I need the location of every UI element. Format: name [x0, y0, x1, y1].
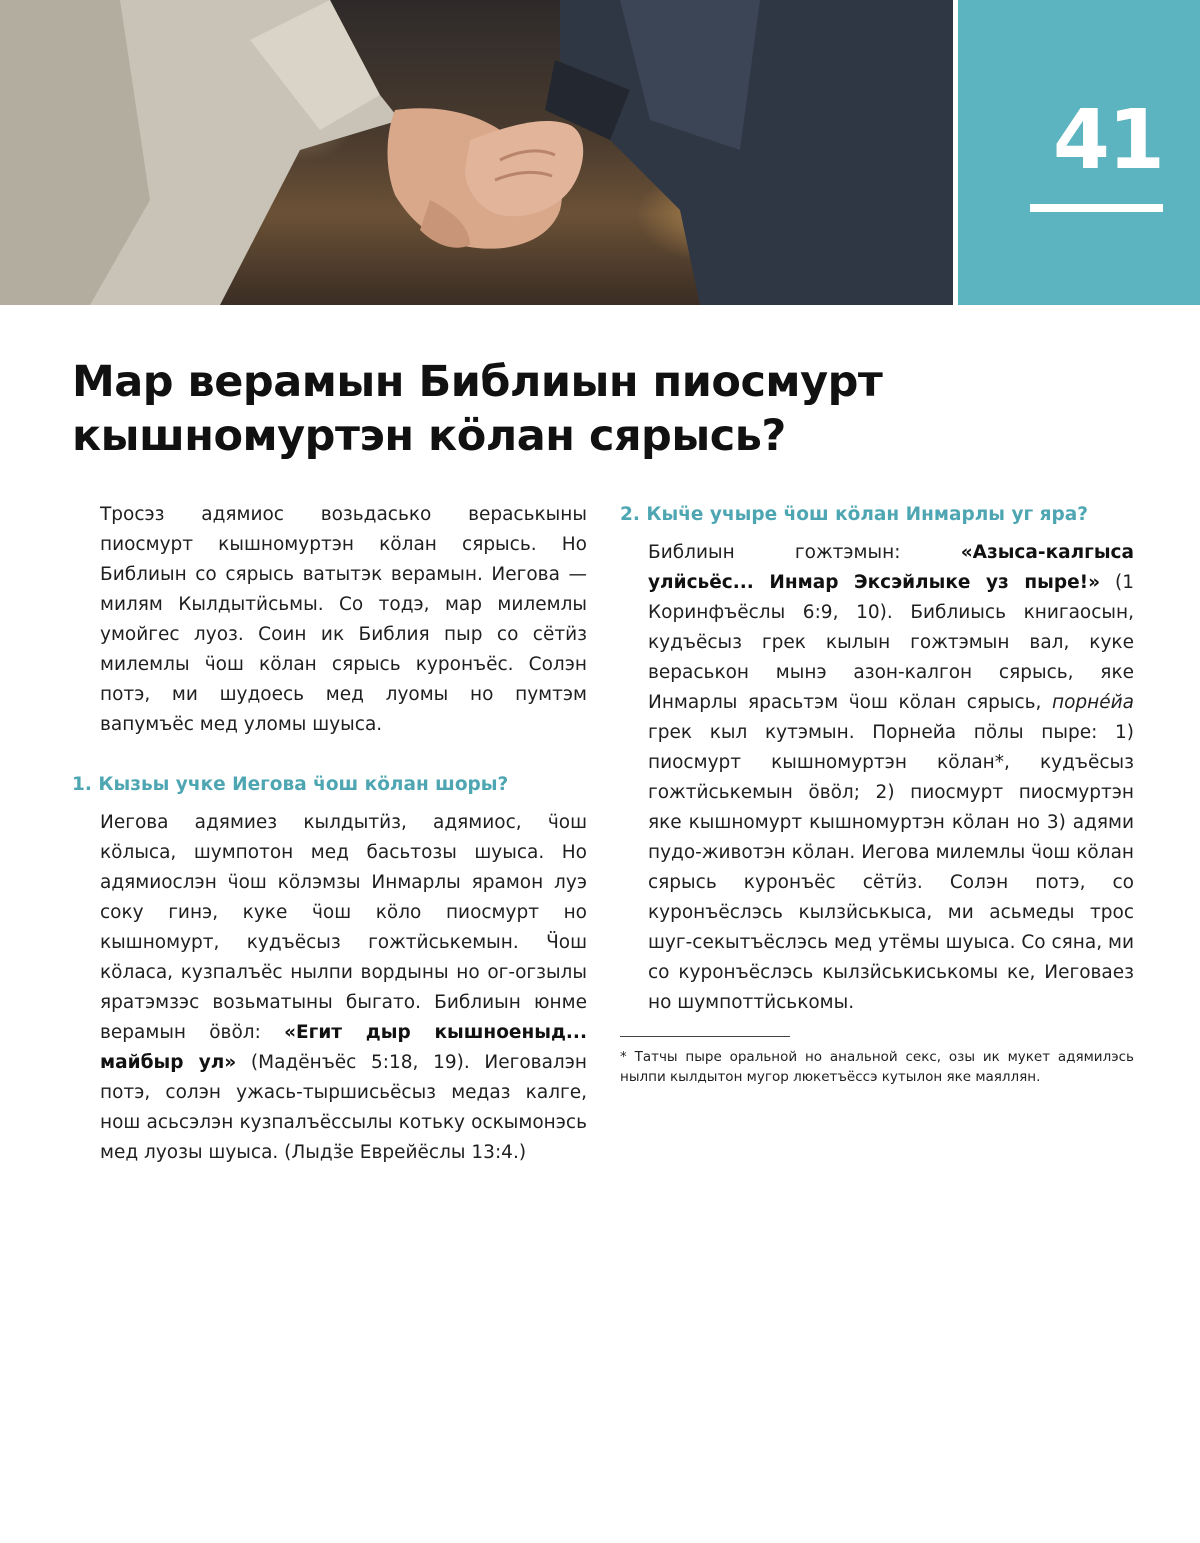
- section2-scripture-quote: «Азыса-калгыса улӥсьёс... Инмар Эксэйлыке уз пыре!»: [648, 542, 1134, 593]
- header-photo: [0, 0, 953, 305]
- section2-paragraph: [620, 538, 1134, 1018]
- footnote-divider: [620, 1036, 790, 1037]
- section1-text-a: Иегова адямиез кылдытӥз, адямиос, ӵош кӧлыса, шумпотон мед басьтозы шуыса. Но адямиослэн ӵош кӧлэмзы Инмарлы ярамон луэ соку гинэ, куке ӵош кӧло пиосмурт но кышномурт, кудъёсыз гожтӥськемын. Ӵош кӧласа, кузпалъёс нылпи вордыны но ог-огзылы яратэмзэс возьматыны быгато. Библиын юнме верамын ӧвӧл:: [100, 812, 587, 1043]
- page-title-line2: кышномуртэн кӧлан сярысь?: [72, 411, 786, 461]
- right-column: [620, 500, 1134, 1087]
- section1-scripture-quote: «Егит дыр кышноеныд... майбыр ул»: [100, 1022, 587, 1073]
- section1-paragraph: [72, 808, 587, 1168]
- section1-heading: 1. Кызьы учке Иегова ӵош кӧлан шоры?: [72, 774, 509, 795]
- left-column: [72, 500, 587, 1168]
- holding-hands-illustration: [0, 0, 953, 305]
- page-title: [72, 355, 952, 463]
- section2-text-c: грек кыл кутэмын. Порнейа пӧлы пыре: 1) пиосмурт кышномуртэн кӧлан*, кудъёсыз гожтӥськемын ӧвӧл; 2) пиосмурт пиосмуртэн яке кышномурт кышномуртэн кӧлан но 3) адями пудо-животэн кӧлан. Иегова милемлы ӵош кӧлан сярысь куронъёс сётӥз. Солэн потэ, со куронъёслэсь кылзӥськыса, ми асьмеды трос шуг-секытъёслэсь мед утёмы шуыса. Со сяна, ми со куронъёслэсь кылзӥськиськомы ке, Иеговаез но шумпоттӥськомы.: [648, 722, 1134, 1013]
- intro-paragraph: Тросэз адямиос возьдасько вераськыны пиосмурт кышномуртэн кӧлан сярысь. Но Библиын со сярысь ватытэк верамын. Иегова — милям Кылдытӥсьмы. Со тодэ, мар милемлы умойгес луоз. Соин ик Библия пыр со сётӥз милемлы ӵош кӧлан сярысь куронъёс. Солэн потэ, ми шудоесь мед луомы но пумтэм вапумъёс мед уломы шуыса.: [100, 504, 587, 735]
- page-title-line1: Мар верамын Библиын пиосмурт: [72, 357, 883, 407]
- section2-greek-term: порне́йа: [1052, 692, 1134, 713]
- chapter-number: 41: [1052, 93, 1163, 188]
- footnote: * Татчы пыре оральной но анальной секс, озы ик мукет адямилэсь нылпи кылдытон мугор люкетъёссэ кутылон яке маяллян.: [620, 1049, 1134, 1085]
- section1-text-b: (Мадёнъёс 5:18, 19). Иеговалэн потэ, солэн ужась-тыршисьёсыз медаз калге, нош асьсэлэн кузпалъёссылы котьку оскымонэсь мед луозы шуыса. (Лыдӟе Еврейёслы 13:4.): [100, 1052, 587, 1163]
- section2-heading: 2. Кыӵе учыре ӵош кӧлан Инмарлы уг яра?: [620, 504, 1088, 525]
- section2-text-a: Библиын гожтэмын:: [648, 542, 961, 563]
- chapter-number-panel: [958, 0, 1200, 305]
- chapter-number-underline: [1030, 204, 1163, 212]
- section2-text-b: (1 Коринфъёслы 6:9, 10). Библиысь книгаосын, кудъёсыз грек кылын гожтэмын вал, куке вераськон мынэ азон-калгон сярысь, яке Инмарлы ярасьтэм ӵош кӧлан сярысь,: [648, 572, 1134, 713]
